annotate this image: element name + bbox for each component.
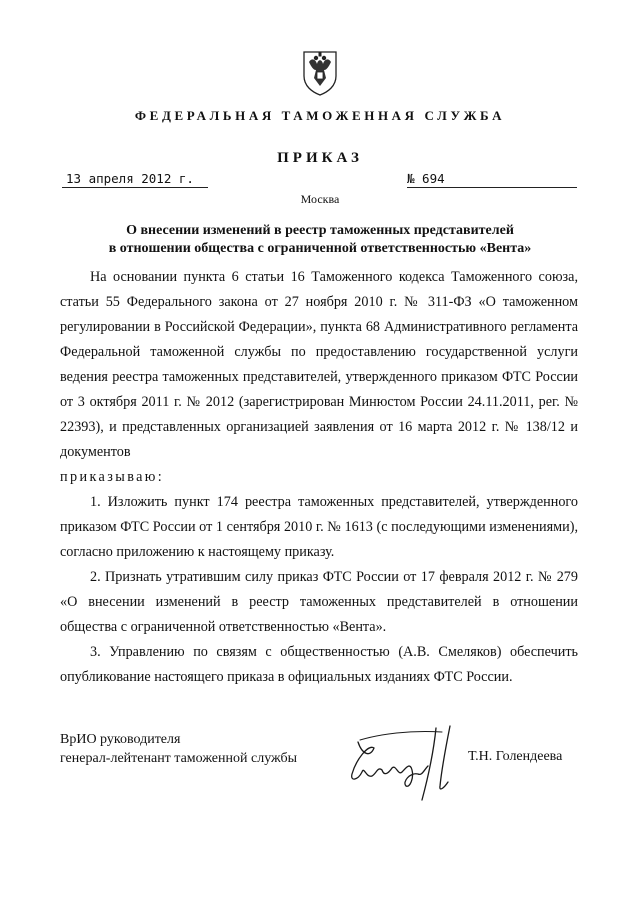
document-title: ПРИКАЗ xyxy=(277,150,363,166)
order-body xyxy=(60,265,578,690)
subject-line-1: О внесении изменений в реестр таможенных представителей xyxy=(126,223,514,238)
order-item-2: 2. Признать утратившим силу приказ ФТС России от 17 февраля 2012 г. № 279 «О внесении изменений в реестр таможенных представителей в отношении общества с ограниченной ответственностью «Вента». xyxy=(60,569,578,635)
handwritten-signature xyxy=(340,722,480,812)
order-item-3: 3. Управлению по связям с общественностью (А.В. Смеляков) обеспечить опубликование настоящего приказа в официальных изданиях ФТС России. xyxy=(60,644,578,685)
position-line-2: генерал-лейтенант таможенной службы xyxy=(60,751,298,766)
order-subject xyxy=(60,222,580,258)
agency-name: ФЕДЕРАЛЬНАЯ ТАМОЖЕННАЯ СЛУЖБА xyxy=(134,108,506,123)
position-line-1: ВрИО руководителя xyxy=(60,732,181,747)
preamble-paragraph: На основании пункта 6 статьи 16 Таможенного кодекса Таможенного союза, статьи 55 Федерального закона от 27 ноября 2010 г. № 311-ФЗ «О таможенном регулировании в Российской Федерации», пункта 68 Административного регламента Федеральной таможенной службы по предоставлению государственной услуги ведения реестра таможенных представителей, утвержденного приказом ФТС России от 3 октября 2011 г. № 2012 (зарегистрирован Минюстом России 24.11.2011, рег. № 22393), и представленных организацией заявления от 16 марта 2012 г. № 138/12 и документов xyxy=(60,269,578,460)
order-city: Москва xyxy=(300,192,340,206)
coat-of-arms-icon xyxy=(300,48,340,96)
order-word: приказываю: xyxy=(60,469,165,485)
order-date: 13 апреля 2012 г. xyxy=(62,171,208,188)
order-number: № 694 xyxy=(407,171,577,188)
signatory-name: Т.Н. Голендеева xyxy=(468,749,563,764)
signatory-position xyxy=(60,730,297,768)
order-item-1: 1. Изложить пункт 174 реестра таможенных представителей, утвержденного приказом ФТС России от 1 сентября 2010 г. № 1613 (с последующими изменениями), согласно приложению к настоящему приказу. xyxy=(60,494,578,560)
subject-line-2: в отношении общества с ограниченной ответственностью «Вента» xyxy=(108,241,532,256)
